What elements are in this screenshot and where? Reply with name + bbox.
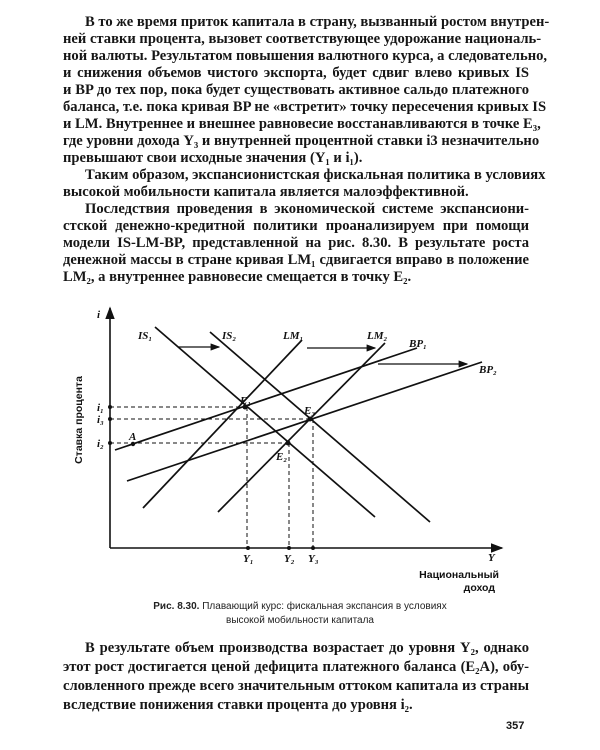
point-e3: [308, 417, 313, 422]
label-y2: Y₂: [284, 553, 295, 565]
point-e2: [286, 441, 291, 446]
label-a: A: [129, 431, 137, 443]
curve-bp2: [127, 362, 482, 481]
text-line: словленного прежде всего значительным оттоком капитала из страны: [63, 678, 529, 694]
label-e2: E₂: [276, 451, 288, 463]
tick-i1: [108, 405, 112, 409]
tick-y3: [311, 546, 315, 550]
text-line: вследствие понижения ставки процента до уровня i₂.: [63, 697, 413, 713]
caption-text: Плавающий курс: фискальная экспансия в условиях: [202, 601, 447, 612]
text-line: LM₂, а внутреннее равновесие смещается в точку E₂.: [63, 269, 412, 285]
label-lm2: LM₂: [367, 330, 388, 342]
text-line: В то же время приток капитала в страну, вызванный ростом внутрен-: [85, 14, 550, 30]
text-line: Таким образом, экспансионистская фискальная политика в условиях: [85, 167, 546, 183]
y-axis-label: Ставка процента: [73, 376, 85, 464]
text-line: стской денежно-кредитной политики проанализируем при помощи: [63, 218, 529, 234]
curve-lm1: [143, 340, 302, 508]
page-number: 357: [506, 720, 525, 732]
label-is1: IS₁: [138, 330, 153, 342]
text-line: ной валюты. Результатом повышения валютного курса, а следовательно,: [63, 48, 548, 64]
label-e1: E₁: [240, 395, 252, 407]
tick-y2: [287, 546, 291, 550]
text-line: баланса, т.е. пока кривая BP не «встретит» точку пересечения кривых IS: [63, 99, 547, 115]
x-axis-label-line1: Национальный: [419, 569, 499, 581]
text-line: денежной массы в стране кривая LM₁ сдвигается вправо в положение: [63, 252, 529, 268]
label-y3: Y₃: [308, 553, 319, 565]
text-line: ней ставки процента, вызовет соответствующее удорожание националь-: [63, 31, 542, 47]
curve-is2: [210, 332, 430, 522]
tick-y1: [246, 546, 250, 550]
label-i2: i₂: [97, 438, 104, 450]
text-line: и снижения объемов чистого экспорта, будет сдвиг влево кривых IS: [63, 65, 529, 81]
curve-is1: [155, 327, 375, 517]
label-lm1: LM₁: [283, 330, 304, 342]
text-line: модели IS-LM-BP, представленной на рис. 8.30. В результате роста: [63, 235, 529, 251]
figure-caption: [90, 600, 510, 628]
text-line: В результате объем производства возрастает до уровня Y₂, однако: [85, 640, 529, 656]
caption-text: высокой мобильности капитала: [226, 615, 374, 626]
tick-i2: [108, 441, 112, 445]
label-bp1: BP₁: [409, 338, 427, 350]
x-axis-symbol: Y: [488, 552, 495, 564]
label-i3: i₃: [97, 414, 104, 426]
caption-number: Рис. 8.30.: [153, 601, 200, 612]
curve-lm2: [218, 343, 385, 512]
text-line: и LM. Внутреннее и внешнее равновесие восстанавливаются в точке E₃,: [63, 116, 541, 132]
y-axis-symbol: i: [97, 309, 101, 321]
x-axis-label-line2: доход: [463, 582, 495, 594]
text-line: где уровни дохода Y₃ и внутренней процентной ставки i3 незначительно: [63, 133, 540, 149]
text-line: и BP до тех пор, пока будет существовать активное сальдо платежного: [63, 82, 529, 98]
paragraph-4: [63, 639, 529, 715]
label-is2: IS₂: [222, 330, 237, 342]
label-e3: E₃: [304, 405, 316, 417]
label-bp2: BP₂: [479, 364, 497, 376]
text-line: Последствия проведения в экономической системе экспансиони-: [85, 201, 529, 217]
text-line: этот рост достигается ценой дефицита платежного баланса (E₂A), обу-: [63, 659, 529, 675]
text-line: высокой мобильности капитала является малоэффективной.: [63, 184, 469, 200]
tick-i3: [108, 417, 112, 421]
text-line: превышают свои исходные значения (Y₁ и i₁).: [63, 150, 363, 166]
label-i1: i₁: [97, 402, 104, 414]
label-y1: Y₁: [243, 553, 254, 565]
